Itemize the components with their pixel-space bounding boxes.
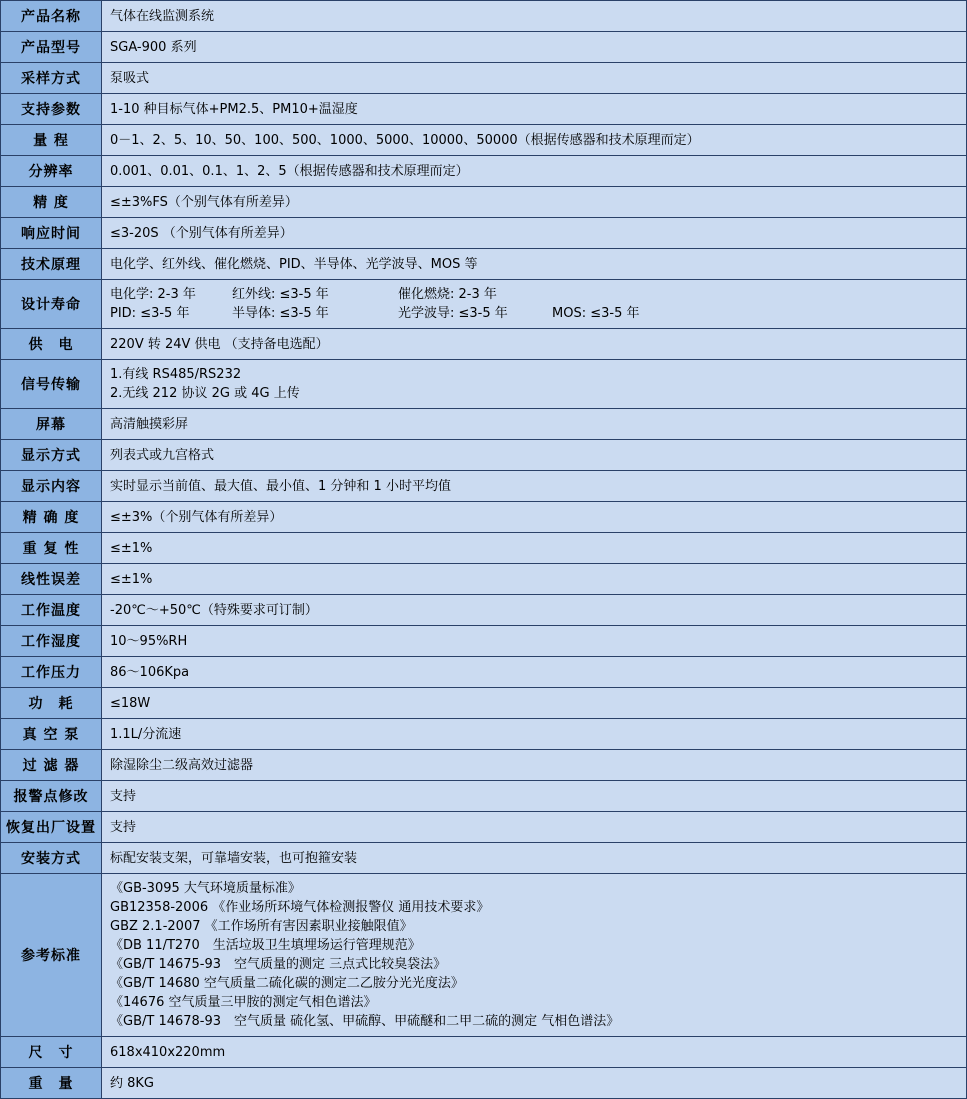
table-row [1,360,967,409]
table-row [1,125,967,156]
spec-value-line [110,335,958,354]
spec-value-line [110,508,958,527]
spec-value-line [110,1012,958,1031]
spec-value-line [110,365,958,384]
spec-label: 线性误差 [1,564,102,595]
table-row [1,1068,967,1099]
spec-value [102,409,967,440]
spec-value [102,125,967,156]
spec-value-line [110,7,958,26]
spec-value-line [110,974,958,993]
spec-value [102,471,967,502]
spec-value [102,843,967,874]
spec-table-body [1,1,967,1099]
table-row [1,471,967,502]
spec-value-line [110,255,958,274]
table-row [1,156,967,187]
table-row [1,218,967,249]
spec-value-line [110,955,958,974]
table-row [1,280,967,329]
spec-label: 分辨率 [1,156,102,187]
spec-value-segment: 列表式或九宫格式 [110,447,215,463]
table-row [1,874,967,1037]
spec-value-segment: ≤±1% [110,540,153,556]
spec-value-segment: 86～106Kpa [110,664,190,680]
spec-value [102,329,967,360]
spec-label: 采样方式 [1,63,102,94]
table-row [1,94,967,125]
spec-value-line [110,446,958,465]
spec-value [102,719,967,750]
spec-label: 响应时间 [1,218,102,249]
spec-value-line [110,1043,958,1062]
spec-label: 供 电 [1,329,102,360]
spec-value-segment: 2.无线 212 协议 2G 或 4G 上传 [110,386,300,401]
spec-value-line [110,756,958,775]
spec-value-segment: 支持 [110,819,137,835]
table-row [1,781,967,812]
spec-value [102,657,967,688]
spec-value [102,94,967,125]
table-row [1,440,967,471]
spec-value-line [110,131,958,150]
spec-value-line [110,725,958,744]
spec-value [102,502,967,533]
spec-value-segment: 10～95%RH [110,633,188,649]
spec-value [102,32,967,63]
spec-value-segment: 0－1、2、5、10、50、100、500、1000、5000、10000、50000（根据传感器和技术原理而定） [110,132,700,148]
spec-value-segment: 《14676 空气质量三甲胺的测定气相色谱法》 [110,995,377,1010]
spec-value-line [110,632,958,651]
table-row [1,1037,967,1068]
table-row [1,249,967,280]
spec-label: 工作湿度 [1,626,102,657]
spec-value-segment: 红外线: ≤3-5 年 [232,287,329,302]
spec-label: 设计寿命 [1,280,102,329]
spec-value-line [110,917,958,936]
spec-value-segment: PID: ≤3-5 年 [110,306,190,321]
spec-label: 工作温度 [1,595,102,626]
spec-value-segment: 电化学: 2-3 年 [110,287,196,302]
spec-value-line [110,477,958,496]
table-row [1,564,967,595]
spec-label: 精 度 [1,187,102,218]
spec-value-segment: 《DB 11/T270 生活垃圾卫生填埋场运行管理规范》 [110,938,421,953]
spec-value-line [110,601,958,620]
spec-label: 安装方式 [1,843,102,874]
spec-label: 恢复出厂设置 [1,812,102,843]
spec-value [102,750,967,781]
table-row [1,812,967,843]
spec-value [102,812,967,843]
spec-label: 显示内容 [1,471,102,502]
spec-value [102,218,967,249]
spec-value-segment: 电化学、红外线、催化燃烧、PID、半导体、光学波导、MOS 等 [110,256,478,272]
spec-value [102,533,967,564]
spec-label: 工作压力 [1,657,102,688]
spec-value-segment: ≤18W [110,695,151,711]
table-row [1,750,967,781]
spec-label: 报警点修改 [1,781,102,812]
spec-value-segment: 1.有线 RS485/RS232 [110,367,242,382]
spec-label: 尺 寸 [1,1037,102,1068]
spec-label: 真 空 泵 [1,719,102,750]
spec-value [102,1,967,32]
spec-value-segment: 《GB/T 14675-93 空气质量的测定 三点式比较臭袋法》 [110,957,447,972]
table-row [1,329,967,360]
spec-value-segment: ≤±1% [110,571,153,587]
spec-value [102,249,967,280]
spec-label: 屏幕 [1,409,102,440]
spec-value-segment: ≤±3%（个别气体有所差异） [110,509,283,525]
spec-value-line [110,898,958,917]
spec-label: 功 耗 [1,688,102,719]
spec-value [102,564,967,595]
spec-value-segment: GBZ 2.1-2007 《工作场所有害因素职业接触限值》 [110,919,413,934]
spec-label: 过 滤 器 [1,750,102,781]
spec-value [102,1037,967,1068]
spec-value-line [110,193,958,212]
spec-value [102,874,967,1037]
spec-value-segment: 支持 [110,788,137,804]
spec-value-segment: SGA-900 系列 [110,39,197,55]
spec-value-line [110,285,958,304]
spec-value-line [110,663,958,682]
spec-value-line [110,694,958,713]
spec-value [102,626,967,657]
spec-value-segment: 约 8KG [110,1075,155,1091]
spec-label: 产品型号 [1,32,102,63]
spec-value-segment: ≤±3%FS（个别气体有所差异） [110,194,298,210]
spec-value-line [110,304,958,323]
spec-value-segment: 220V 转 24V 供电 （支持备电选配） [110,336,329,352]
spec-value-line [110,1074,958,1093]
table-row [1,595,967,626]
spec-value-segment: 《GB/T 14678-93 空气质量 硫化氢、甲硫醇、甲硫醚和二甲二硫的测定 气相色谱法》 [110,1014,620,1029]
spec-value-segment: 泵吸式 [110,70,150,86]
spec-value-segment: 618x410x220mm [110,1044,226,1060]
spec-value-segment: 高清触摸彩屏 [110,416,189,432]
spec-value-line [110,849,958,868]
spec-value [102,440,967,471]
spec-value-segment: 《GB/T 14680 空气质量二硫化碳的测定二乙胺分光光度法》 [110,976,464,991]
spec-value [102,688,967,719]
spec-value-line [110,936,958,955]
table-row [1,502,967,533]
spec-label: 产品名称 [1,1,102,32]
spec-value-segment: -20℃～+50℃（特殊要求可订制） [110,602,318,618]
spec-value [102,280,967,329]
spec-value-line [110,38,958,57]
spec-label: 显示方式 [1,440,102,471]
table-row [1,719,967,750]
spec-value [102,63,967,94]
spec-value-segment: 0.001、0.01、0.1、1、2、5（根据传感器和技术原理而定） [110,163,469,179]
spec-value-line [110,787,958,806]
table-row [1,63,967,94]
table-row [1,32,967,63]
table-row [1,843,967,874]
spec-value-line [110,539,958,558]
spec-value-segment: 1.1L/分流速 [110,726,182,742]
spec-value [102,187,967,218]
spec-value-segment: 气体在线监测系统 [110,8,215,24]
spec-value-segment: GB12358-2006 《作业场所环境气体检测报警仪 通用技术要求》 [110,900,490,915]
spec-label: 参考标准 [1,874,102,1037]
table-row [1,688,967,719]
spec-label: 重 复 性 [1,533,102,564]
spec-value-line [110,879,958,898]
spec-value-segment: 光学波导: ≤3-5 年 [398,306,508,321]
spec-value-line [110,384,958,403]
spec-label: 量 程 [1,125,102,156]
spec-value-line [110,162,958,181]
table-row [1,626,967,657]
spec-value-segment: 半导体: ≤3-5 年 [232,306,329,321]
table-row [1,1,967,32]
table-row [1,409,967,440]
spec-value-line [110,993,958,1012]
spec-label: 支持参数 [1,94,102,125]
spec-value-line [110,224,958,243]
spec-value-line [110,100,958,119]
spec-value-segment: 实时显示当前值、最大值、最小值、1 分钟和 1 小时平均值 [110,478,451,494]
table-row [1,187,967,218]
spec-value [102,781,967,812]
spec-label: 重 量 [1,1068,102,1099]
spec-value-line [110,415,958,434]
spec-value-segment: ≤3-20S （个别气体有所差异） [110,225,293,241]
spec-label: 精 确 度 [1,502,102,533]
table-row [1,533,967,564]
spec-value-segment: 除湿除尘二级高效过滤器 [110,757,254,773]
spec-value-segment: MOS: ≤3-5 年 [552,306,640,321]
spec-value [102,595,967,626]
spec-value-segment: 催化燃烧: 2-3 年 [398,287,497,302]
spec-value-line [110,818,958,837]
spec-value [102,156,967,187]
spec-value-segment: 标配安装支架，可靠墙安装，也可抱箍安装 [110,850,358,866]
spec-label: 信号传输 [1,360,102,409]
table-row [1,657,967,688]
spec-value-segment: 《GB-3095 大气环境质量标准》 [110,881,301,896]
spec-label: 技术原理 [1,249,102,280]
spec-value-line [110,570,958,589]
spec-value [102,1068,967,1099]
spec-value-segment: 1-10 种目标气体+PM2.5、PM10+温湿度 [110,101,358,117]
spec-value [102,360,967,409]
spec-value-line [110,69,958,88]
